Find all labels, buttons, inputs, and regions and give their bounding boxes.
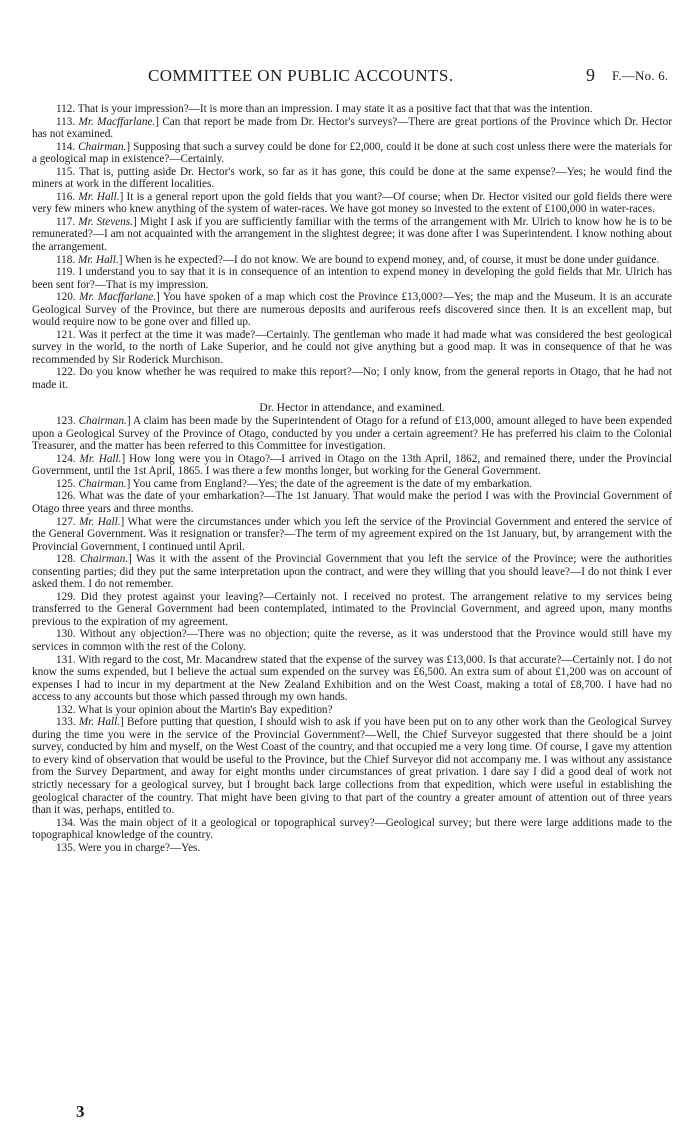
speaker-name: Mr. Hall. [79, 515, 121, 528]
paragraph-lead: 121. Was it perfect at the time it was made?—Certainly. The gentleman who made it had made what was considered the best geological survey in the world, to the north of Lake Superior, and he could not give anything but a good map. It was in consequence of that he was recommended by Sir Roderick Murchison. [32, 328, 672, 366]
paragraph-lead: 127. [56, 515, 80, 528]
question-paragraph [32, 704, 672, 717]
paragraph-lead: 118. [56, 253, 78, 266]
speaker-name: Mr. Hall. [77, 253, 119, 266]
paragraph-lead: 130. Without any objection?—There was no objection; quite the reverse, as it was understood that the Province would still have my services in common with the rest of the Colony. [32, 628, 672, 653]
paragraph-lead: 131. With regard to the cost, Mr. Macandrew stated that the expense of the survey was £13,000. Is that accurate?—Certainly not. I do not know the sums expended, but I believe the actual sum expended on the survey was £6,500. An extra sum of about £1,200 was on account of expenses I had to incur in my department at the New Zealand Exhibition and on the West Coast, making a total of £8,700. I have had no access to any accounts but those which passed through my own hands. [32, 653, 672, 704]
paragraph-lead: 114. [56, 140, 79, 153]
page-header [0, 66, 700, 88]
question-paragraph [32, 191, 672, 216]
question-paragraph [32, 478, 672, 491]
section-heading: Dr. Hector in attendance, and examined. [259, 401, 445, 414]
paragraph-lead: 134. Was the main object of it a geological or topographical survey?—Geological survey; but there were large additions made to the topographical knowledge of the country. [32, 816, 672, 842]
speaker-name: Mr. Hall. [78, 716, 120, 729]
speaker-name: Mr. Hall. [79, 452, 122, 465]
question-paragraph [32, 116, 672, 141]
paragraph-lead: 125. [56, 477, 79, 490]
question-paragraph [32, 366, 672, 391]
body-text [32, 103, 672, 854]
question-paragraph [32, 490, 672, 515]
paragraph-lead: 119. I understand you to say that it is in consequence of an intention to expend money in developing the gold fields that Mr. Ulrich has been sent for?—That is my impression. [32, 266, 672, 291]
paragraph-lead: 116. [56, 190, 79, 203]
paragraph-lead: 132. What is your opinion about the Martin's Bay expedition? [56, 703, 333, 716]
question-paragraph [32, 553, 672, 591]
speaker-name: Chairman. [78, 140, 127, 153]
paragraph-lead: 123. [56, 415, 79, 428]
paragraph-lead: 135. Were you in charge?—Yes. [56, 841, 201, 854]
question-paragraph [32, 266, 672, 291]
paragraph-lead: 117. [56, 215, 79, 228]
question-paragraph [32, 141, 672, 166]
question-paragraph [32, 842, 672, 855]
signature-mark: 3 [76, 1102, 85, 1121]
speaker-name: Mr. Hall. [78, 190, 120, 203]
speaker-name: Mr. Stevens. [78, 215, 133, 228]
paragraph-text: ] It is a general report upon the gold fields that you want?—Of course; when Dr. Hector visited our gold fields there were very few miners who knew anything of the system of water-races. We have got money so invested to the extent of £100,000 in water-races. [32, 190, 672, 216]
paragraph-lead: 113. [56, 115, 79, 128]
paragraph-lead: 126. What was the date of your embarkation?—The 1st January. That would make the period I was with the Provincial Government of Otago three years and three months. [32, 490, 672, 515]
paragraphs-bottom [32, 415, 672, 854]
speaker-name: Chairman. [78, 415, 127, 428]
question-paragraph [32, 216, 672, 254]
speaker-name: Mr. Macffarlane. [78, 115, 156, 128]
paragraph-text: ] Was it with the assent of the Provincial Government that you left the service of the Province; were the authorities consenting parties; did they put the same interpretation upon the contract, and were they willing that you should leave?—I do not think I ever asked them. I do not remember. [32, 553, 672, 591]
page-number: 9 [586, 65, 595, 85]
paragraph-text: ] Might I ask if you are sufficiently familiar with the terms of the arrangement with Mr. Ulrich to know how he is to be remunerated?—I am not acquainted with the arrangement in the slightest degree; it was done after I was Superintendent. I know nothing about the arrangement. [32, 215, 672, 254]
paragraph-lead: 129. Did they protest against your leaving?—Certainly not. I received no protest. The arrangement relative to my services being transferred to the General Government had been contemplated, intimated to the Provincial Government, and agreed upon, many months previous to the expiration of my agreement. [32, 590, 672, 628]
paragraph-lead: 122. Do you know whether he was required to make this report?—No; I only know, from the general reports in Otago, that he had not made it. [32, 366, 672, 392]
paragraph-lead: 112. That is your impression?—It is more than an impression. I may state it as a positive fact that that was the intention. [56, 103, 593, 115]
question-paragraph [32, 628, 672, 653]
paragraph-text: ] Can that report be made from Dr. Hector's surveys?—There are great portions of the Province which Dr. Hector has not examined. [32, 115, 672, 141]
paragraph-text: ] What were the circumstances under which you left the service of the Provincial Government and entered the service of the General Government. Was it resignation or transfer?—The term of my agreement expired on the 1st January, but, by arrangement with the Provincial Government, I continued until April. [32, 515, 672, 553]
paragraph-text: ] How long were you in Otago?—I arrived in Otago on the 13th April, 1862, and remained there, under the Provincial Government, until the 1st April, 1865. I was there a few months longer, but working for the General Government. [32, 452, 673, 478]
paragraph-lead: 120. [56, 291, 80, 304]
question-paragraph [32, 453, 672, 478]
paragraph-text: ] Before putting that question, I should wish to ask if you have been put on to any other work than the Geological Survey during the time you were in the service of the Provincial Government?—Well, the Chief Surveyor suggested that there should be a joint survey, conducted by him and myself, on the West Coast of the country, and that occupied me a very long time. Of course, I gave my attention to every kind of observation that would be useful to the Province, but the Chief Surveyor did not accompany me. I was without any assistance from the Survey Department, and away for eight months under circumstances of great privation. I dare say I did a good deal of work not strictly necessary for a geological survey, but I brought back large collections from that expedition, which were useful in establishing the geological character of the country. That might have been giving to that part of the country a greater amount of attention out of three years than it was, perhaps, entitled to. [32, 716, 672, 817]
speaker-name: Chairman. [79, 553, 129, 566]
question-paragraph [32, 654, 672, 704]
speaker-name: Mr. Macffarlane. [79, 291, 156, 304]
question-paragraph [32, 817, 672, 842]
question-paragraph [32, 291, 672, 329]
question-paragraph [32, 415, 672, 453]
paragraph-text: ] When is he expected?—I do not know. We are bound to expend money, and, of course, it must be done under guidance. [118, 253, 660, 266]
document-reference: F.—No. 6. [612, 68, 669, 83]
paragraph-text: ] You came from England?—Yes; the date of the agreement is the date of my embarkation. [126, 477, 533, 490]
paragraph-lead: 133. [56, 716, 79, 729]
question-paragraph [32, 329, 672, 367]
paragraph-text: ] You have spoken of a map which cost the Province £13,000?—Yes; the map and the Museum. It is an accurate Geological Survey of the Province, but there are numerous deposits and auriferous reefs discovered since then. It is an excellent map, but would require now to be gone over and filled up. [32, 291, 673, 329]
speaker-name: Chairman. [78, 477, 127, 490]
paragraph-lead: 128. [56, 553, 80, 566]
question-paragraph [32, 591, 672, 629]
question-paragraph [32, 166, 672, 191]
question-paragraph [32, 103, 672, 116]
paragraph-text: ] Supposing that such a survey could be done for £2,000, could it be done at such cost unless there were the materials for a geological map in existence?—Certainly. [32, 140, 672, 166]
paragraph-lead: 115. That is, putting aside Dr. Hector's work, so far as it has gone, this could be done at the same expense?—Yes; he would find the miners at work in the different localities. [32, 165, 672, 191]
paragraph-lead: 124. [56, 452, 80, 465]
question-paragraph [32, 254, 672, 267]
paragraph-text: ] A claim has been made by the Superintendent of Otago for a refund of £13,000, amount alleged to have been expended upon a Geological Survey of the Province of Otago, conducted by you under a certain agreement? He has preferred his claim to the Colonial Treasurer, and the matter has been referred to this Committee for investigation. [32, 415, 672, 453]
page-title: COMMITTEE ON PUBLIC ACCOUNTS. [148, 66, 454, 85]
question-paragraph [32, 516, 672, 554]
paragraphs-top [32, 103, 672, 392]
question-paragraph [32, 716, 672, 816]
